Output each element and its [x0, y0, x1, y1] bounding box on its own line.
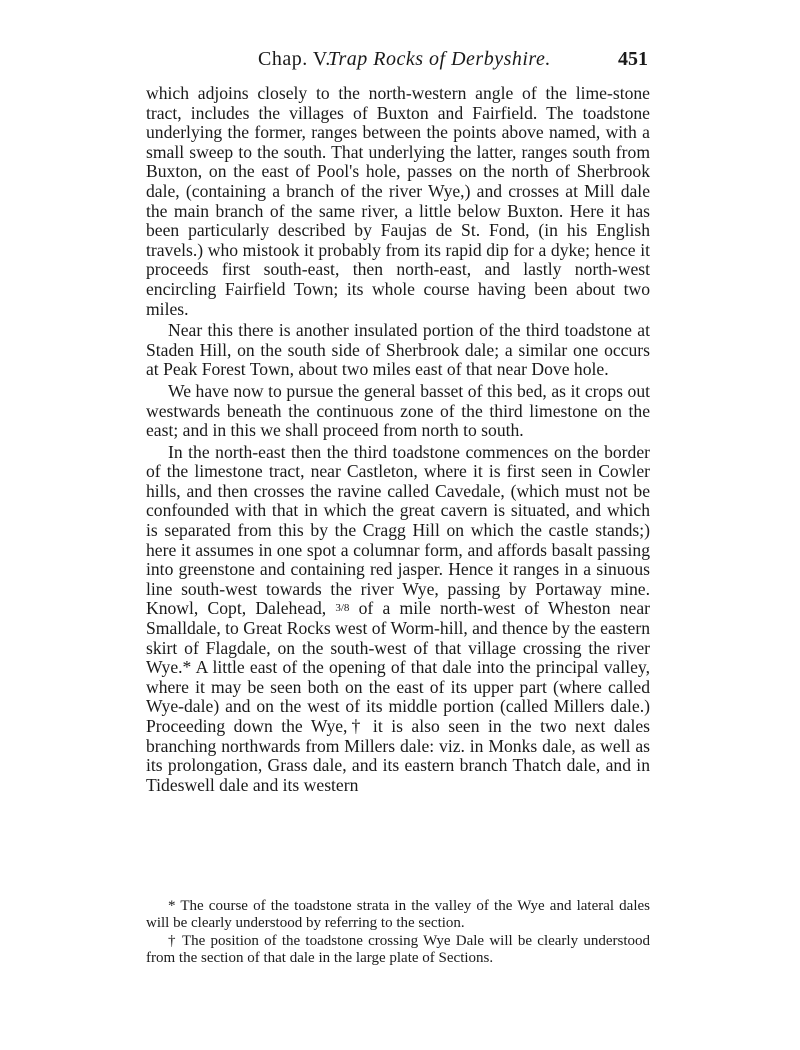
- paragraph-2: Near this there is another insulated portion of the third toadstone at Staden Hill, on the south side of Sherbrook dale; a similar one occurs at Peak Forest Town, about two miles east of that near Dove hole.: [146, 320, 650, 380]
- chapter-label: Chap. V.: [258, 48, 331, 70]
- fraction: 3/8: [335, 602, 350, 615]
- running-header: [140, 48, 650, 84]
- footnote-1: * The course of the toadstone strata in the valley of the Wye and lateral dales will be clearly understood by referring to the section.: [146, 898, 650, 931]
- paragraph-4-part-1: In the north-east then the third toadstone commences on the border of the limestone tract, near Castleton, where it is first seen in Cowler hills, and then crosses the ravine called Cavedale, (which must not be confounded with that in which the great cavern is situated, and which is separated from this by the Cragg Hill on which the castle stands;) here it assumes in one spot a columnar form, and affords basalt passing into greenstone and containing red jasper. Hence it ranges in a sinuous line south-west towards the river Wye, passing by Portaway mine. Knowl, Copt, Dalehead,: [146, 441, 650, 619]
- paragraph-1: which adjoins closely to the north-western angle of the lime-stone tract, includes the villages of Buxton and Fairfield. The toadstone underlying the former, ranges between the points above named, with a small sweep to the south. That underlying the latter, ranges south from Buxton, on the east of Pool's hole, passes on the north of Sherbrook dale, (containing a branch of the river Wye,) and crosses at Mill dale the main branch of the same river, a little below Buxton. Here it has been particularly described by Faujas de St. Fond, (in his English travels.) who mistook it probably from its rapid dip for a dyke; hence it proceeds first south-east, then north-east, and lastly north-west encircling Fairfield Town; its whole course having been about two miles.: [146, 83, 650, 319]
- paragraph-3: We have now to pursue the general basset of this bed, as it crops out westwards beneath the continuous zone of the third limestone on the east; and in this we shall proceed from north to south.: [146, 380, 650, 441]
- body-text: [146, 84, 650, 797]
- footnote-2: † The position of the toadstone crossing Wye Dale will be clearly understood from the section of that dale in the large plate of Sections.: [146, 933, 650, 966]
- footnotes: [146, 898, 650, 968]
- paragraph-4-part-2: of a mile north-west of Wheston near Smalldale, to Great Rocks west of Worm-hill, and thence by the eastern skirt of Flagdale, on the south-west of that village crossing the river Wye.* A little east of the opening of that dale into the principal valley, where it may be seen both on the east of its upper part (where called Wye-dale) and on the west of its middle portion (called Millers dale.) Proceeding down the Wye,† it is also seen in the two next dales branching northwards from Millers dale: viz. in Monks dale, as well as its prolongation, Grass dale, and its eastern branch Thatch dale, and in Tideswell dale and its western: [146, 598, 650, 795]
- paragraph-4: [146, 443, 650, 796]
- running-title: Trap Rocks of Derbyshire.: [328, 48, 551, 70]
- page-number: 451: [618, 48, 648, 70]
